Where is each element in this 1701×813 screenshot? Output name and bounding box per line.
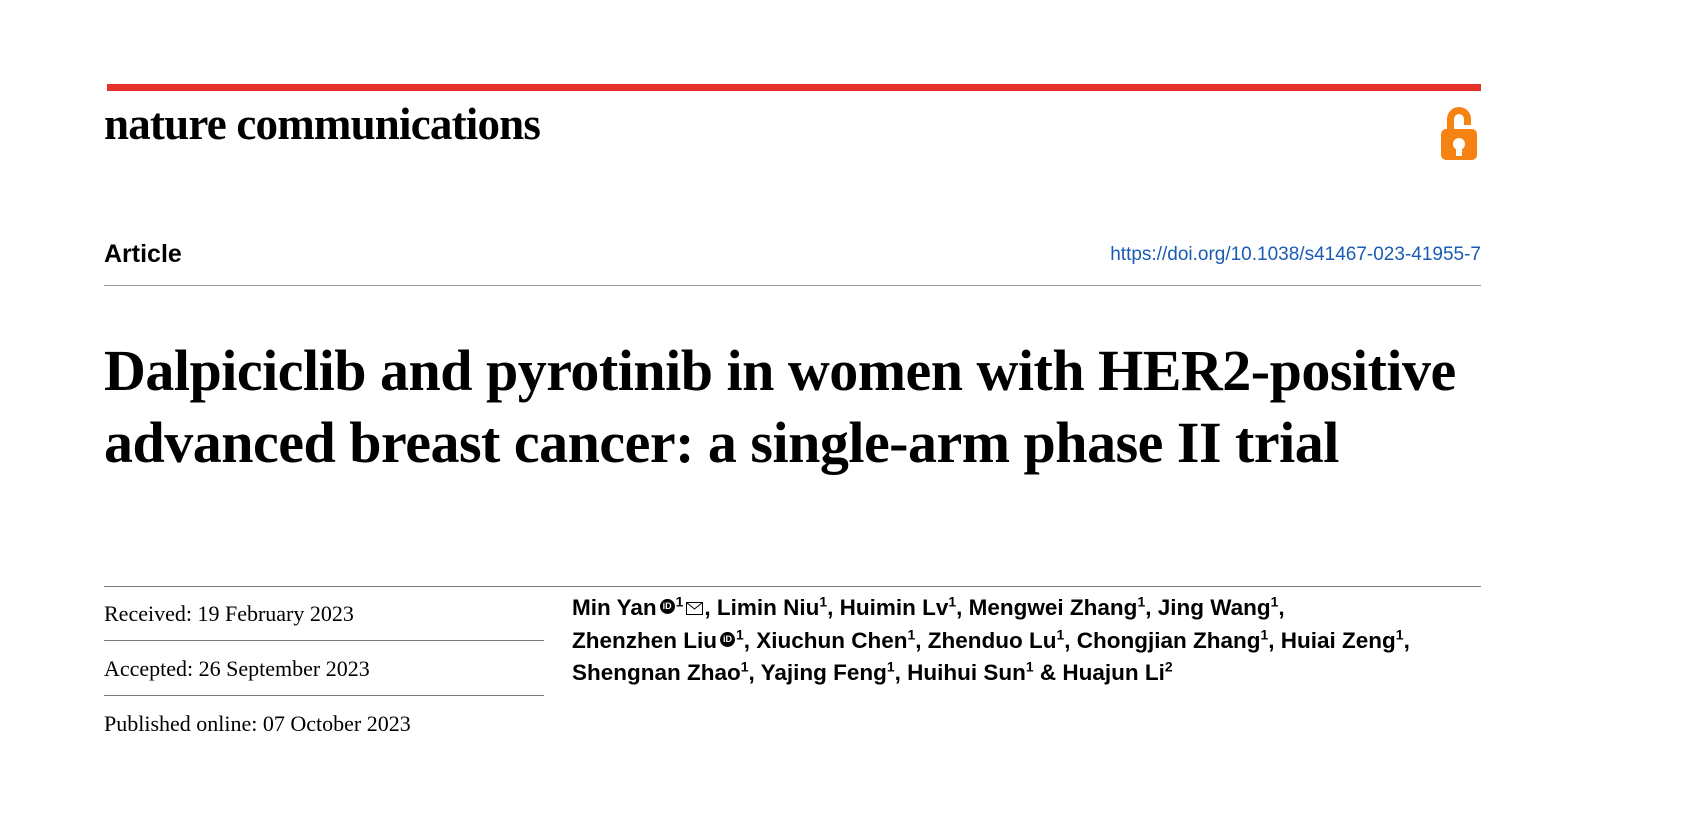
divider-under-article (104, 285, 1481, 286)
affiliation-marker: 1 (1137, 593, 1146, 610)
author-mengwei-zhang[interactable]: , Mengwei Zhang (956, 595, 1138, 620)
page-title: Dalpiciclib and pyrotinib in women with HER2-positive advanced breast cancer: a single-arm phase II trial (104, 337, 1456, 476)
author-huihui-sun[interactable]: , Huihui Sun (894, 660, 1026, 686)
date-accepted: Accepted: 26 September 2023 (104, 641, 544, 696)
author-huajun-li[interactable]: & Huajun Li (1033, 660, 1165, 686)
author-limin-niu[interactable]: , Limin Niu (704, 595, 820, 620)
affiliation-marker: 1 (675, 593, 684, 610)
author-zhenzhen-liu[interactable]: Zhenzhen Liu (572, 627, 717, 653)
author-line-1 (572, 592, 1484, 625)
affiliation-marker: 1 (907, 626, 916, 643)
affiliation-marker: 1 (1260, 626, 1269, 643)
doi-link[interactable]: https://doi.org/10.1038/s41467-023-41955-7 (1110, 244, 1481, 265)
publication-dates (104, 586, 544, 750)
author-yajing-feng[interactable]: , Yajing Feng (748, 660, 887, 686)
affiliation-marker: 1 (1270, 593, 1279, 610)
author-separator: , (1278, 595, 1285, 620)
affiliation-marker: 1 (1056, 626, 1065, 643)
email-icon[interactable] (686, 592, 703, 625)
author-shengnan-zhao[interactable]: Shengnan Zhao (572, 660, 741, 686)
article-meta-row (104, 240, 1481, 280)
author-huiai-zeng[interactable]: , Huiai Zeng (1268, 627, 1396, 653)
affiliation-marker: 1 (886, 658, 895, 675)
author-min-yan[interactable]: Min Yan (572, 595, 657, 620)
author-list (572, 592, 1484, 690)
author-jing-wang[interactable]: , Jing Wang (1145, 595, 1271, 620)
orcid-icon[interactable] (660, 599, 675, 614)
top-red-rule (107, 84, 1481, 91)
affiliation-marker: 1 (1025, 658, 1034, 675)
author-separator: , (1403, 627, 1410, 653)
date-published: Published online: 07 October 2023 (104, 711, 411, 736)
author-xiuchun-chen[interactable]: , Xiuchun Chen (743, 627, 908, 653)
author-line-2 (572, 625, 1484, 658)
affiliation-marker: 1 (1395, 626, 1404, 643)
journal-masthead: nature communications (104, 99, 541, 149)
orcid-icon[interactable] (720, 632, 735, 647)
affiliation-marker: 1 (740, 658, 749, 675)
author-huimin-lv[interactable]: , Huimin Lv (827, 595, 949, 620)
author-zhenduo-lu[interactable]: , Zhenduo Lu (915, 627, 1057, 653)
affiliation-marker: 2 (1164, 658, 1173, 675)
affiliation-marker: 1 (948, 593, 957, 610)
author-chongjian-zhang[interactable]: , Chongjian Zhang (1064, 627, 1261, 653)
affiliation-marker: 1 (819, 593, 828, 610)
open-access-icon (1433, 104, 1485, 164)
author-line-3 (572, 657, 1484, 690)
date-received: Received: 19 February 2023 (104, 586, 544, 641)
article-type-label: Article (104, 240, 182, 268)
affiliation-marker: 1 (736, 626, 744, 643)
